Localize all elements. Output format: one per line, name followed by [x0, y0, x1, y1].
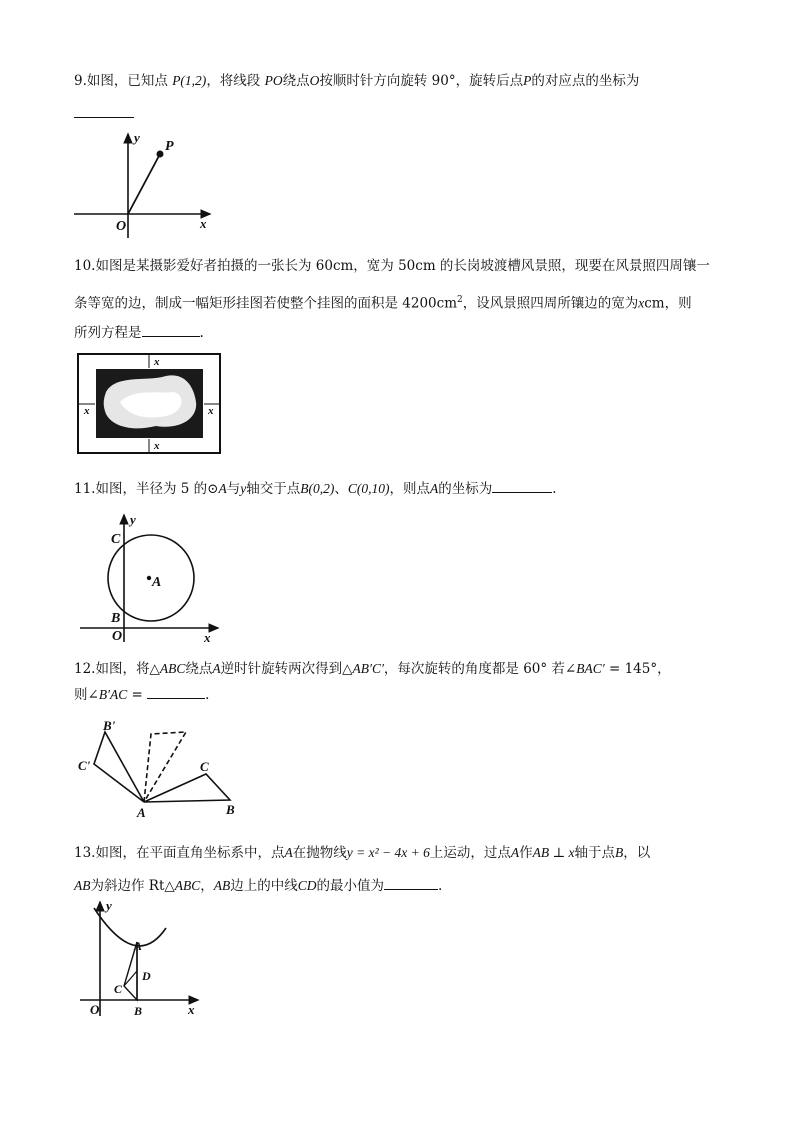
question-11-answer-blank[interactable] [492, 478, 552, 493]
label-right-x: x [208, 405, 214, 417]
label-b: B [226, 802, 235, 817]
figure-q9-coordinate [70, 130, 220, 240]
question-9-line-1: 9.如图，已知点 P(1,2)，将线段 PO绕点O按顺时针方向旋转 90°，旋转后点P的对应点的坐标为 [74, 73, 640, 89]
question-10-line-3: 所列方程是 . [74, 322, 204, 344]
parabola [94, 908, 166, 946]
question-10-line-2: 条等宽的边，制成一幅矩形挂图若使整个挂图的面积是 $4200cm^2$，设风景照四周所镶边的宽为xcm，则 [74, 295, 692, 312]
question-13-answer-blank[interactable] [384, 875, 438, 890]
center-a [147, 576, 151, 580]
question-12-line-2: 则∠B′AC = . [74, 684, 209, 706]
label-o: O [116, 219, 127, 234]
question-11-line-1: 11.如图，半径为 5 的⊙A与y轴交于点B(0,2)、C(0,10)，则点A的坐标为 . [74, 478, 557, 500]
label-c: C [114, 982, 123, 996]
question-13-line-1: 13.如图，在平面直角坐标系中，点A在抛物线y = x² − 4x + 6上运动，过点A作AB ⊥ x轴于点B，以 [74, 845, 651, 861]
figure-q10-photo-frame [76, 352, 226, 457]
label-y: y [106, 898, 112, 913]
label-o: O [90, 1002, 100, 1017]
label-a: A [152, 575, 162, 590]
label-b: B [111, 611, 121, 626]
label-c: C [200, 759, 209, 774]
question-12-answer-blank[interactable] [147, 684, 205, 699]
label-c: C [111, 532, 121, 547]
label-y: y [130, 512, 136, 527]
figure-q13-parabola [78, 898, 208, 1020]
label-bottom-x: x [154, 440, 160, 452]
question-10-answer-blank[interactable] [142, 322, 200, 337]
question-10-line-1: 10.如图是某摄影爱好者拍摄的一张长为 60cm，宽为 50cm 的长岗坡渡槽风景照，现要在风景照四周镶一 [74, 258, 710, 274]
label-p: P [165, 139, 174, 154]
label-b: B [134, 1004, 143, 1018]
label-b-prime: B' [103, 718, 116, 733]
triangle-ab-prime-c-prime [94, 732, 144, 802]
label-d: D [142, 969, 151, 983]
label-y: y [134, 130, 140, 145]
label-top-x: x [154, 356, 160, 368]
label-x: x [200, 216, 207, 231]
label-o: O [112, 629, 123, 644]
figure-q11-circle [78, 510, 228, 645]
label-left-x: x [84, 405, 90, 417]
label-x: x [188, 1002, 195, 1017]
label-a: A [134, 939, 143, 953]
question-13-line-2: AB为斜边作 Rt△ABC，AB边上的中线CD的最小值为 . [74, 875, 442, 897]
label-c-prime: C' [78, 758, 91, 773]
triangle-abc [144, 774, 230, 802]
label-a: A [137, 805, 146, 820]
point-p [157, 151, 164, 158]
label-x: x [204, 630, 211, 645]
segment-po [128, 154, 160, 214]
figure-q12-rotation [76, 712, 246, 822]
triangle-intermediate [144, 732, 186, 802]
question-9-answer-blank[interactable] [74, 103, 134, 125]
question-12-line-1: 12.如图，将△ABC绕点A逆时针旋转两次得到△AB′C′，每次旋转的角度都是 60° 若∠BAC′ = 145°， [74, 661, 671, 677]
